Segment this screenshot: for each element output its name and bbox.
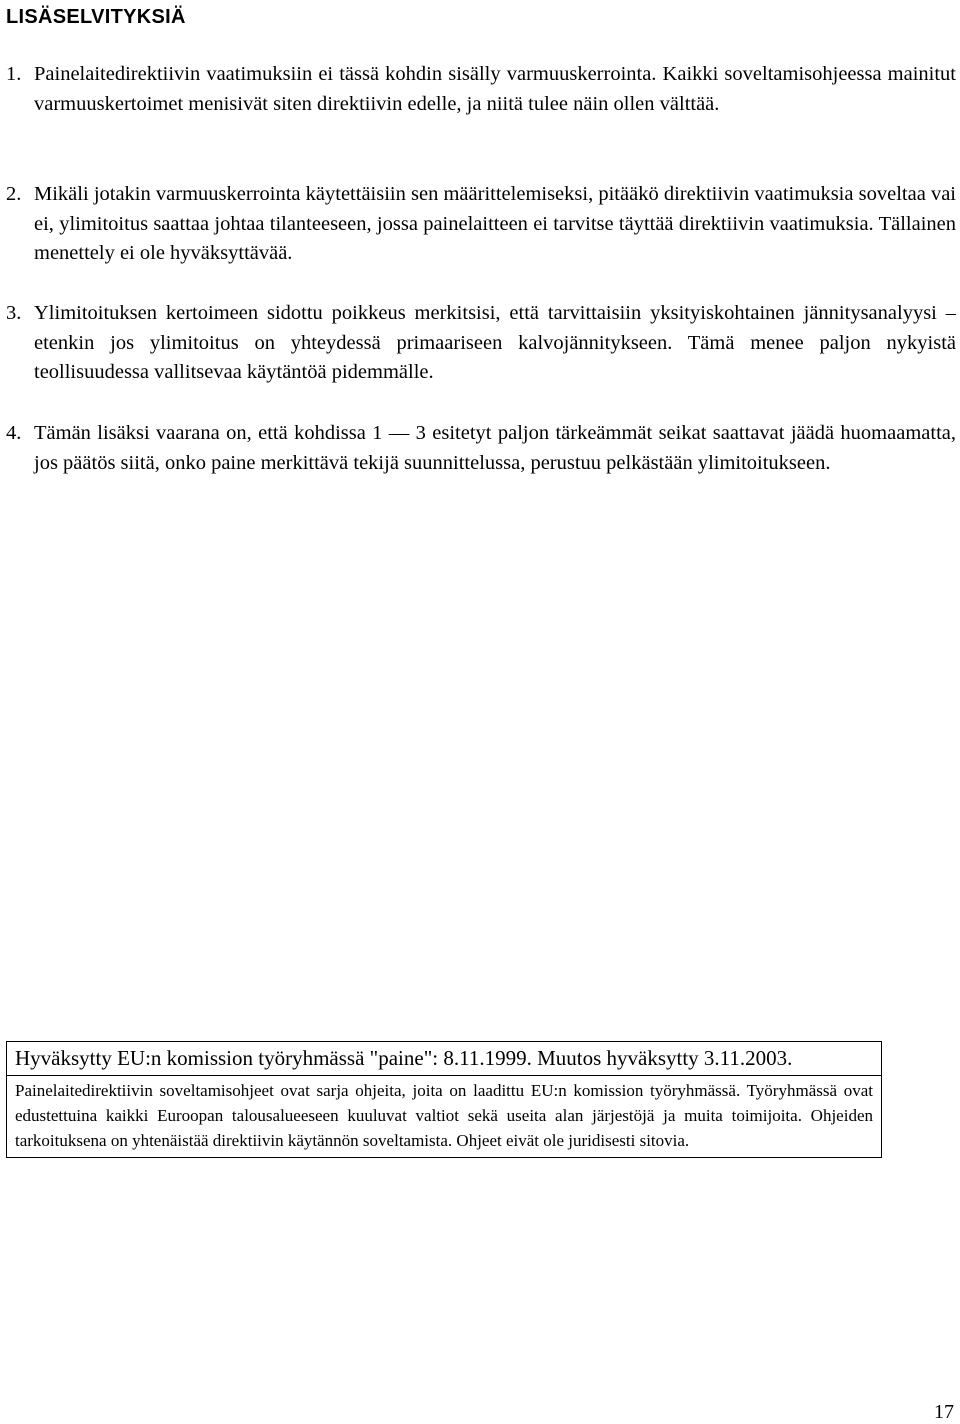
list-item-number: 3. bbox=[6, 302, 22, 324]
list-item bbox=[6, 419, 956, 478]
list-item-number: 4. bbox=[6, 422, 22, 444]
list-item bbox=[6, 180, 956, 269]
list-item bbox=[6, 299, 956, 388]
list-item-text: Tämän lisäksi vaarana on, että kohdissa 1 — 3 esitetyt paljon tärkeämmät seikat saattavat jäädä huomaamatta, jos päätös siitä, onko paine merkittävä tekijä suunnittelussa, perustuu pelkästään ylimitoitukseen. bbox=[34, 422, 956, 474]
page-number: 17 bbox=[934, 1401, 954, 1423]
list-item bbox=[6, 60, 956, 119]
list-item-number: 1. bbox=[6, 63, 22, 85]
guidelines-description: Painelaitedirektiivin soveltamisohjeet ovat sarja ohjeita, joita on laadittu EU:n komission työryhmässä. Työryhmässä ovat edustettuina kaikki Euroopan talousalueeseen kuuluvat valtiot sekä useita alan järjestöjä ja muita toimijoita. Ohjeiden tarkoituksena on yhtenäistää direktiivin käytännön soveltamista. Ohjeet eivät ole juridisesti sitovia. bbox=[15, 1081, 873, 1150]
list-item-text: Painelaitedirektiivin vaatimuksiin ei tässä kohdin sisälly varmuuskerrointa. Kaikki soveltamisohjeessa mainitut varmuuskertoimet menisivät siten direktiivin edelle, ja niitä tulee näin ollen välttää. bbox=[34, 63, 956, 115]
approval-note: Hyväksytty EU:n komission työryhmässä "paine": 8.11.1999. Muutos hyväksytty 3.11.2003. bbox=[7, 1042, 881, 1076]
approval-infobox bbox=[6, 1041, 882, 1158]
page-heading: LISÄSELVITYKSIÄ bbox=[6, 6, 186, 28]
list-item-text: Mikäli jotakin varmuuskerrointa käytettäisiin sen määrittelemiseksi, pitääkö direktiivin vaatimuksia soveltaa vai ei, ylimitoitus saattaa johtaa tilanteeseen, jossa painelaitteen ei tarvitse täyttää direktiivin vaatimuksia. Tällainen menettely ei ole hyväksyttävää. bbox=[34, 183, 956, 264]
list-item-text: Ylimitoituksen kertoimeen sidottu poikkeus merkitsisi, että tarvittaisiin yksityiskohtainen jännitysanalyysi – etenkin jos ylimitoitus on yhteydessä primaariseen kalvojännitykseen. Tämä menee paljon nykyistä teollisuudessa vallitsevaa käytäntöä pidemmälle. bbox=[34, 302, 956, 383]
list-item-number: 2. bbox=[6, 183, 22, 205]
